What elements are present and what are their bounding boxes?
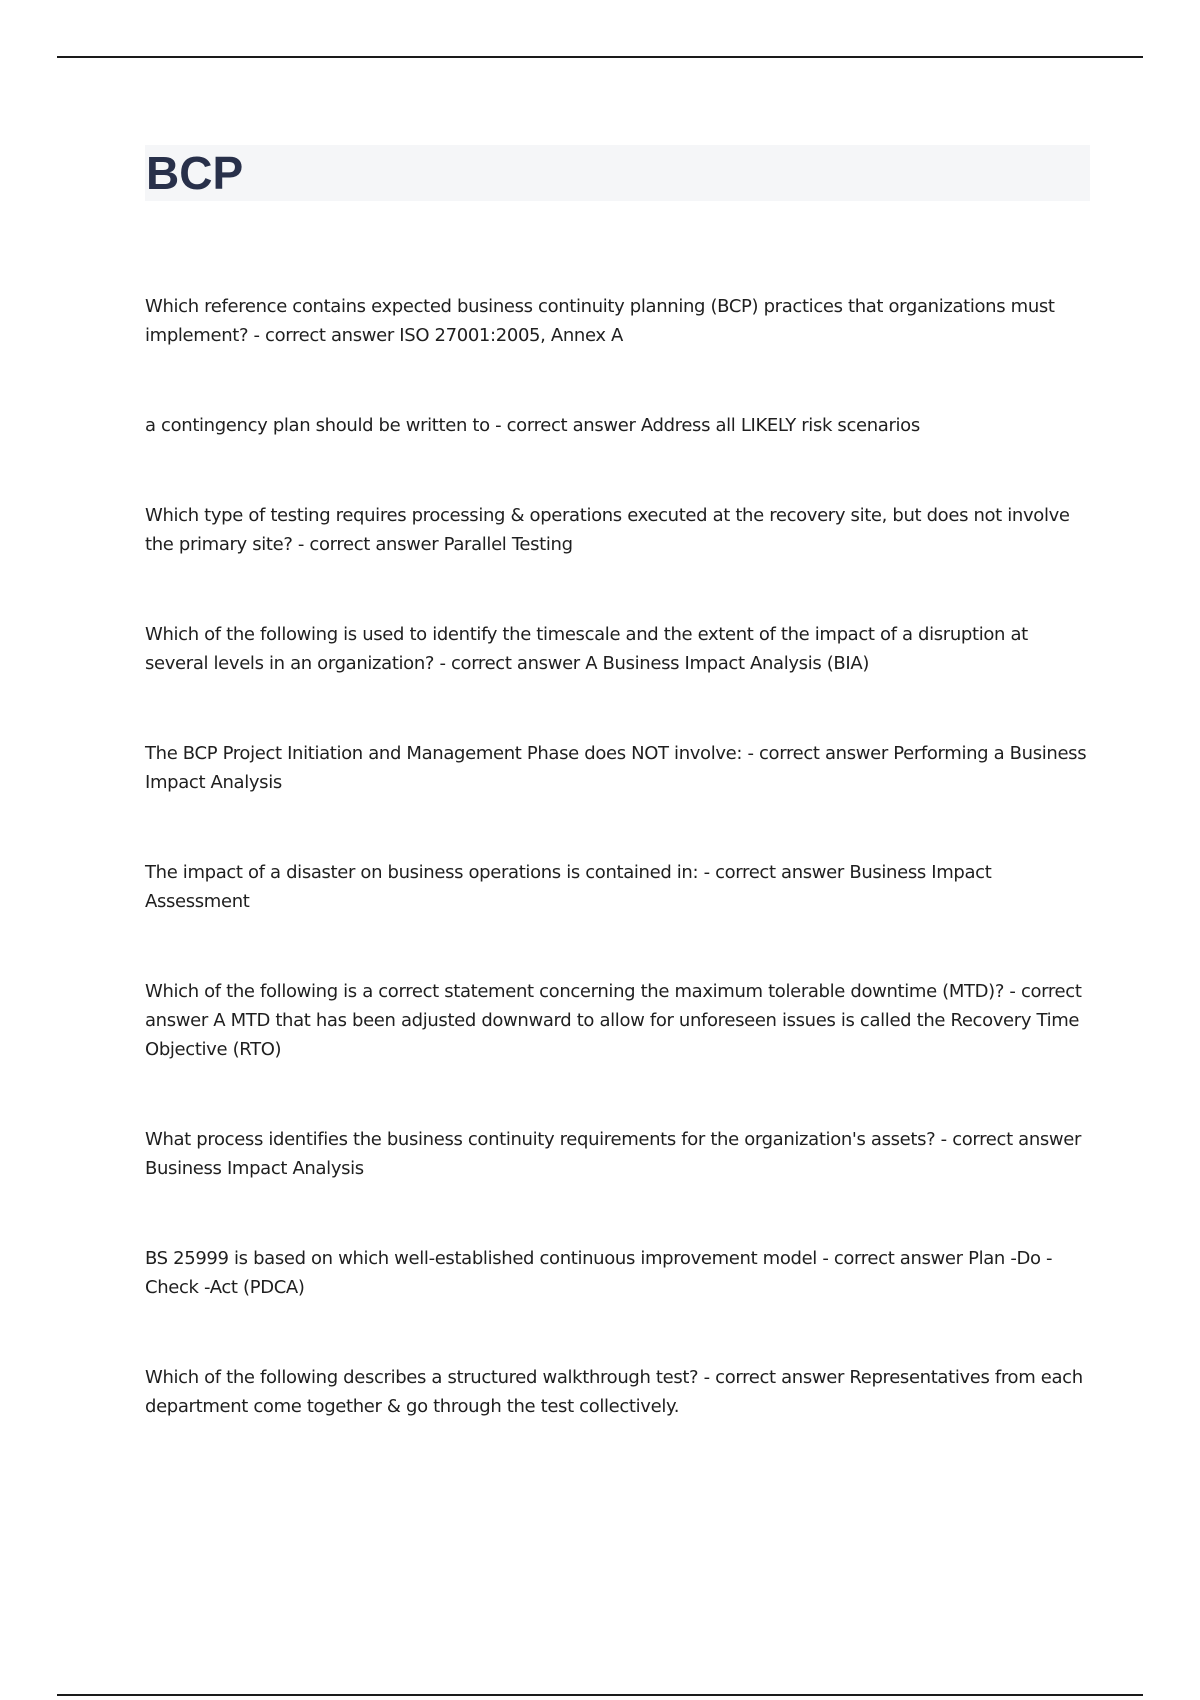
top-rule [57,56,1143,58]
qa-item: The impact of a disaster on business operations is contained in: - correct answer Business Impact Assessment [145,862,992,912]
document-title: BCP [146,147,244,199]
bottom-rule [57,1694,1143,1696]
title-band [145,145,1090,201]
qa-item: BS 25999 is based on which well-established continuous improvement model - correct answer Plan -Do - Check -Act (PDCA) [145,1248,1053,1298]
qa-item: The BCP Project Initiation and Management Phase does NOT involve: - correct answer Performing a Business Impact Analysis [145,743,1087,793]
qa-item: Which of the following is used to identify the timescale and the extent of the impact of a disruption at several levels in an organization? - correct answer A Business Impact Analysis (BIA) [145,624,1028,674]
qa-item: What process identifies the business continuity requirements for the organization's assets? - correct answer Business Impact Analysis [145,1129,1082,1179]
qa-item: Which type of testing requires processing & operations executed at the recovery site, but does not involve the primary site? - correct answer Parallel Testing [145,505,1070,555]
qa-item: Which of the following is a correct statement concerning the maximum tolerable downtime (MTD)? - correct answer A MTD that has been adjusted downward to allow for unforeseen issues is called the Recovery Time Objective (RTO) [145,981,1082,1060]
qa-item: Which reference contains expected business continuity planning (BCP) practices that organizations must implement? - correct answer ISO 27001:2005, Annex A [145,296,1055,346]
qa-item: a contingency plan should be written to - correct answer Address all LIKELY risk scenarios [145,415,920,436]
qa-item: Which of the following describes a structured walkthrough test? - correct answer Representatives from each department come together & go through the test collectively. [145,1367,1083,1417]
qa-list [145,292,1090,1421]
